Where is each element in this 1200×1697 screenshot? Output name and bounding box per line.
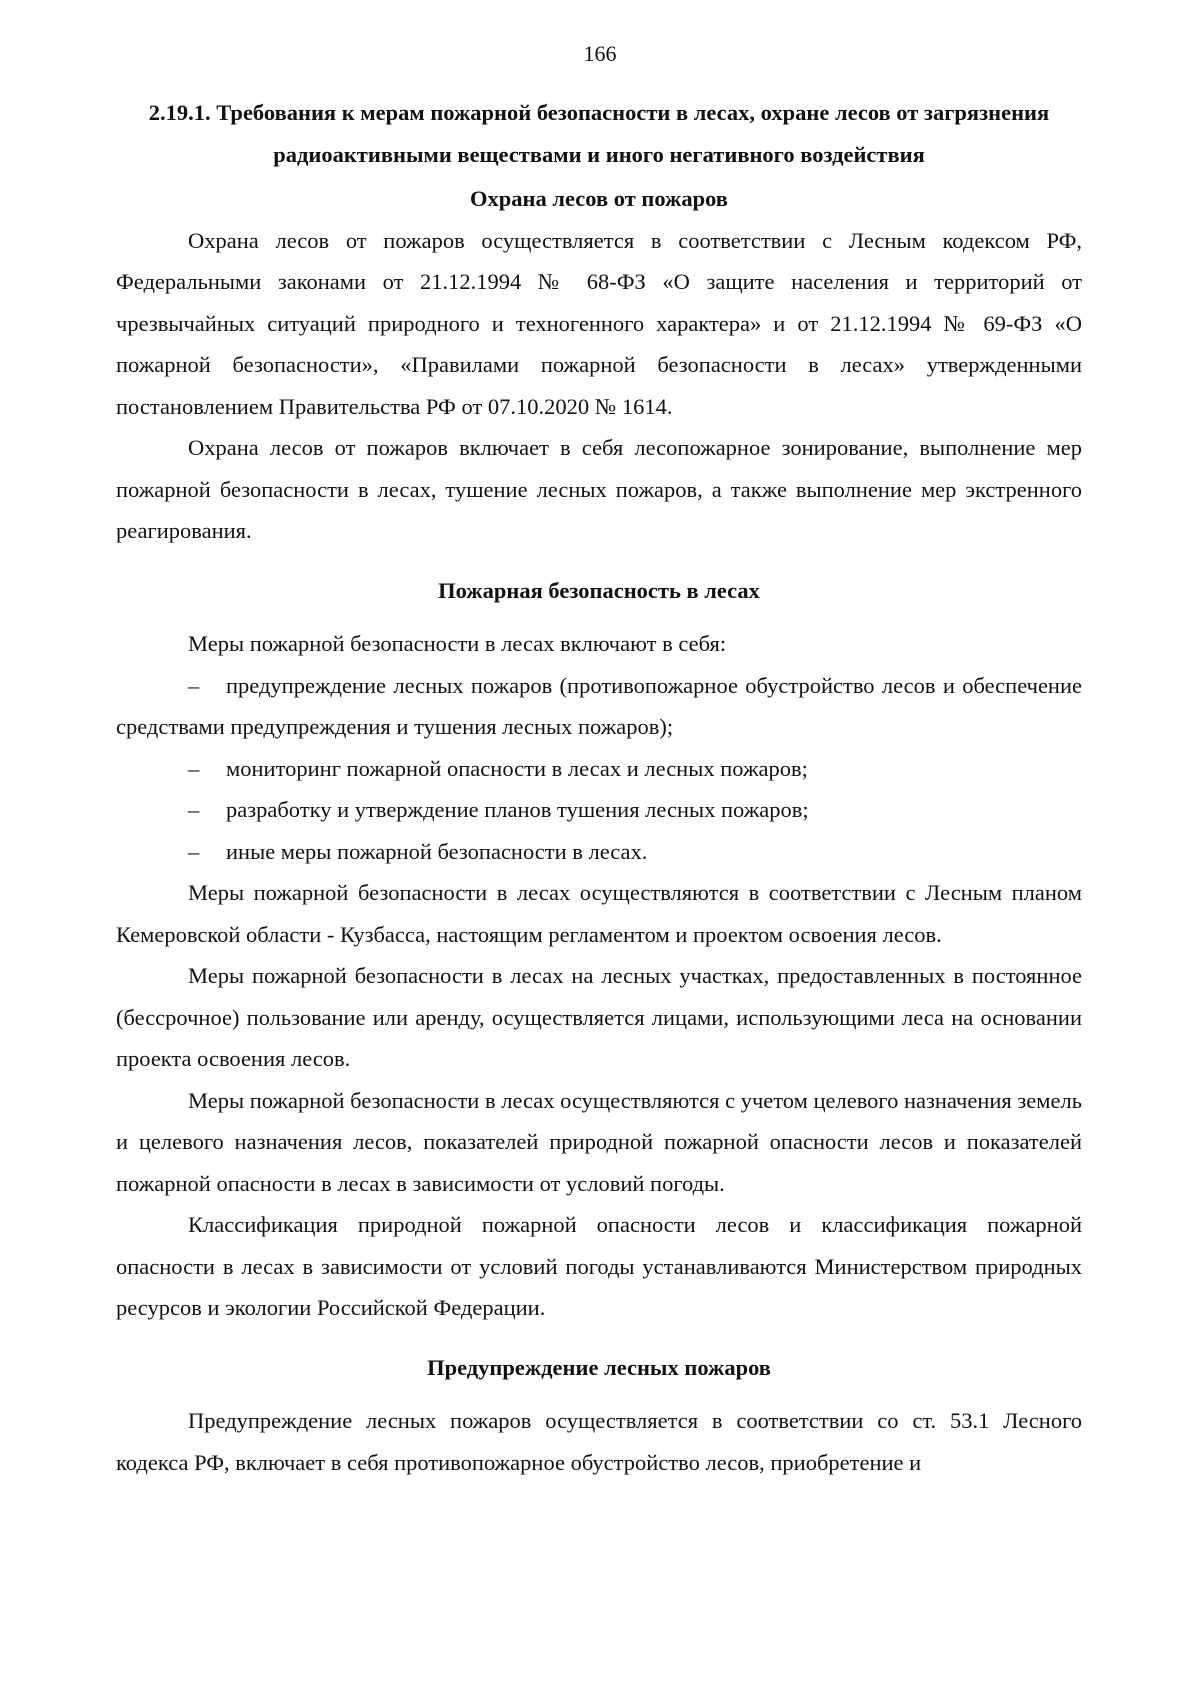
list-dash: – — [188, 838, 200, 864]
paragraph-forest-plan: Меры пожарной безопасности в лесах осуществляются в соответствии с Лесным планом Кемеровской области - Кузбасса, настоящим регламентом и проектом освоения лесов. — [116, 880, 1082, 947]
section-title: 2.19.1. Требования к мерам пожарной безопасности в лесах, охране лесов от загрязнения радиоактивными веществами и иного негативного воздействия — [148, 100, 1050, 167]
list-item-text: предупреждение лесных пожаров (противопожарное обустройство лесов и обеспечение средствами предупреждения и тушения лесных пожаров); — [116, 672, 1082, 739]
paragraph-purpose-indicators: Меры пожарной безопасности в лесах осуществляются с учетом целевого назначения земель и целевого назначения лесов, показателей природной пожарной опасности лесов и показателей пожарной опасности в лесах в зависимости от условий погоды. — [116, 1087, 1082, 1196]
paragraph-lease-users: Меры пожарной безопасности в лесах на лесных участках, предоставленных в постоянное (бессрочное) пользование или аренду, осуществляется лицами, использующими леса на основании проекта освоения лесов. — [116, 963, 1082, 1071]
paragraph-fire-protection-law: Охрана лесов от пожаров осуществляется в соответствии с Лесным кодексом РФ, Федеральными законами от 21.12.1994 № 68-ФЗ «О защите населения и территорий от чрезвычайных ситуаций природного и техногенного характера» и от 21.12.1994 № 69-ФЗ «О пожарной безопасности», «Правилами пожарной безопасности в лесах» утвержденными постановлением Правительства РФ от 07.10.2020 № 1614. — [116, 227, 1082, 419]
heading-fire-safety: Пожарная безопасность в лесах — [438, 577, 760, 603]
paragraph-measures-intro: Меры пожарной безопасности в лесах включают в себя: — [188, 631, 727, 656]
list-dash: – — [188, 672, 200, 698]
heading-fire-protection: Охрана лесов от пожаров — [470, 186, 728, 211]
list-item — [116, 665, 1082, 748]
page-content — [116, 92, 1082, 1483]
list-dash: – — [188, 755, 200, 781]
list-item-text: мониторинг пожарной опасности в лесах и лесных пожаров; — [226, 755, 808, 781]
paragraph-fire-prevention: Предупреждение лесных пожаров осуществляется в соответствии со ст. 53.1 Лесного кодекса РФ, включает в себя противопожарное обустройство лесов, приобретение и — [116, 1408, 1082, 1475]
list-item-text: разработку и утверждение планов тушения лесных пожаров; — [226, 797, 809, 822]
paragraph-classification: Классификация природной пожарной опасности лесов и классификация пожарной опасности в лесах в зависимости от условий погоды устанавливаются Министерством природных ресурсов и экологии Российской Федерации. — [116, 1212, 1082, 1320]
list-item — [116, 831, 1082, 873]
paragraph-fire-protection-scope: Охрана лесов от пожаров включает в себя лесопожарное зонирование, выполнение мер пожарной безопасности в лесах, тушение лесных пожаров, а также выполнение мер экстренного реагирования. — [116, 435, 1082, 543]
list-item — [116, 748, 1082, 790]
list-item-text: иные меры пожарной безопасности в лесах. — [226, 838, 648, 864]
list-item — [116, 789, 1082, 831]
page-number: 166 — [583, 41, 617, 66]
list-dash: – — [188, 797, 200, 822]
heading-fire-prevention: Предупреждение лесных пожаров — [427, 1354, 771, 1380]
